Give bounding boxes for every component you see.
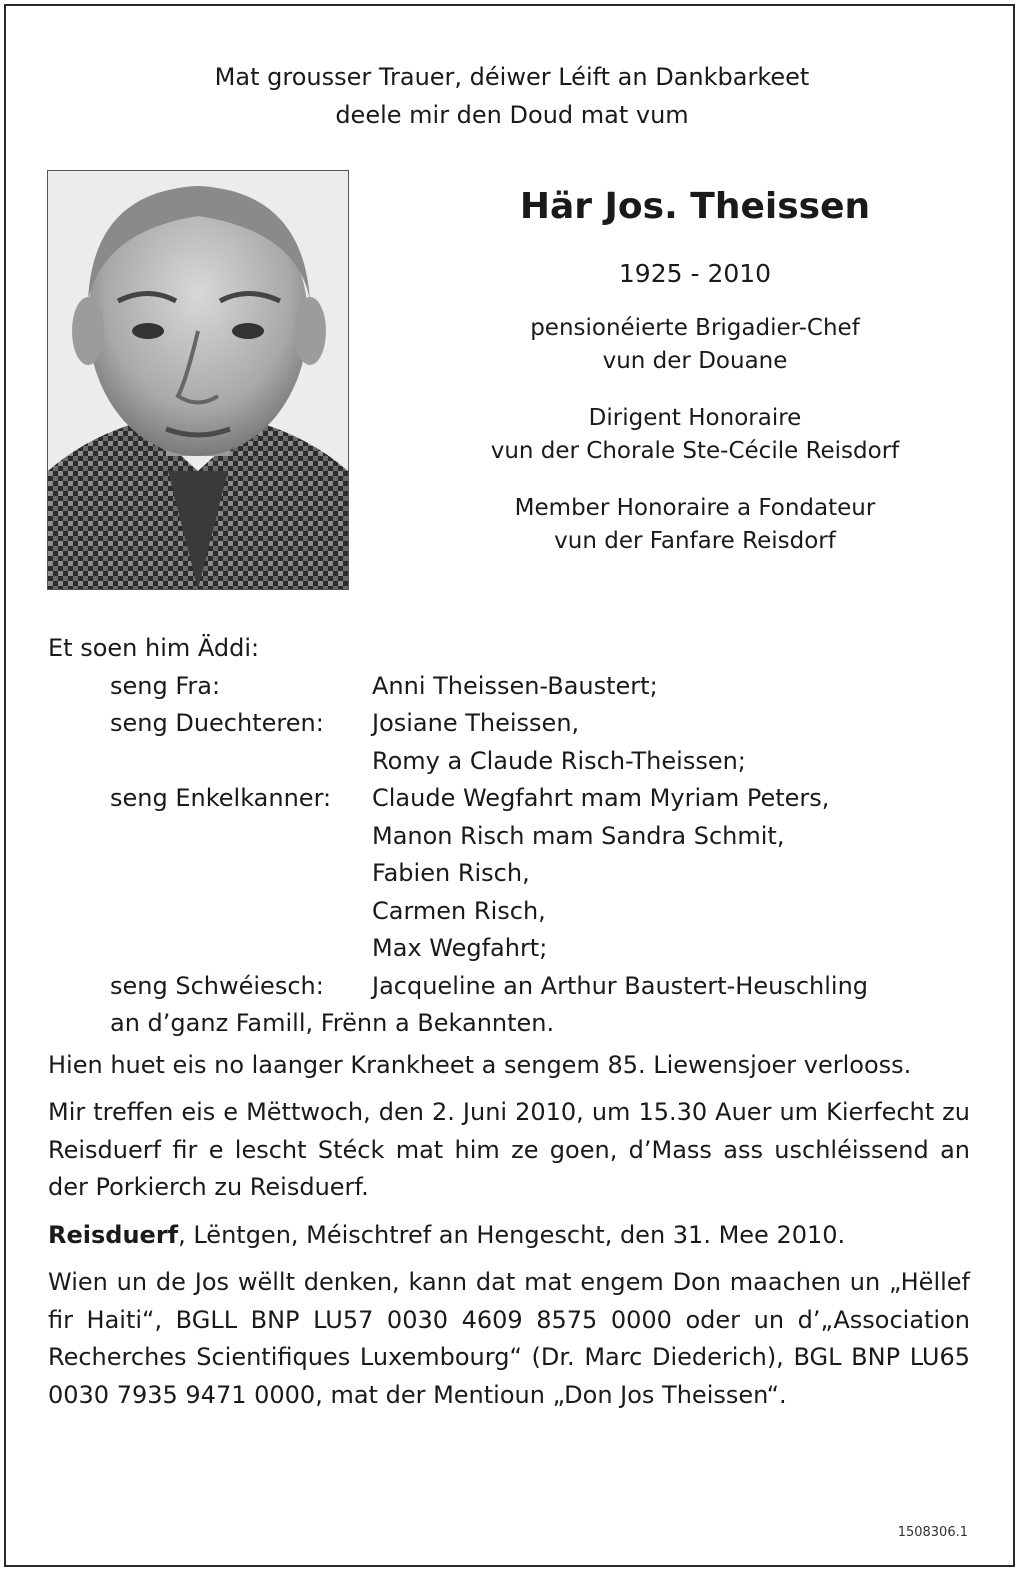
relation-names xyxy=(372,968,970,1006)
relative-name: Carmen Risch, xyxy=(372,896,546,925)
relation-label: seng Schwéiesch: xyxy=(110,971,324,1000)
place-date-line xyxy=(48,1217,970,1255)
reference-number: 1508306.1 xyxy=(897,1525,968,1540)
survivors-closing: an d’ganz Famill, Frënn a Bekannten. xyxy=(110,1009,555,1037)
relation-names xyxy=(372,705,970,780)
role-line: vun der Chorale Ste-Cécile Reisdorf xyxy=(490,438,900,464)
place-date-rest: , Lëntgen, Méischtref an Hengescht, den 31. Mee 2010. xyxy=(178,1220,846,1249)
relation-names xyxy=(372,780,970,968)
life-years: 1925 - 2010 xyxy=(618,259,772,288)
deceased-name: Här Jos. Theissen xyxy=(519,186,871,227)
intro-line-1: Mat grousser Trauer, déiwer Léift an Dankbarkeet xyxy=(214,63,810,91)
relative-name: Claude Wegfahrt mam Myriam Peters, xyxy=(372,784,830,812)
relation-label: seng Fra: xyxy=(110,671,221,700)
relative-name: Jacqueline an Arthur Baustert-Heuschling xyxy=(372,971,869,1000)
relation-row xyxy=(48,968,970,1006)
relation-row xyxy=(48,705,970,780)
portrait-photo xyxy=(47,170,349,590)
role-line: vun der Douane xyxy=(602,348,788,374)
relative-name: Josiane Theissen, xyxy=(372,709,580,737)
relative-name: Manon Risch mam Sandra Schmit, xyxy=(372,821,785,850)
funeral-paragraph: Mir treffen eis e Mëttwoch, den 2. Juni 2010, um 15.30 Auer um Kierfecht zu Reisduerf fir e lescht Stéck mat him ze goen, d’Mass ass uschléissend an der Porkierch zu Reisduerf. xyxy=(48,1098,970,1201)
role-2 xyxy=(430,402,960,468)
role-3 xyxy=(430,492,960,558)
notice-body xyxy=(48,630,970,1414)
relative-name: Romy a Claude Risch-Theissen; xyxy=(372,746,746,775)
relation-row xyxy=(48,668,970,706)
donation-paragraph: Wien un de Jos wëllt denken, kann dat mat engem Don maachen un „Hëllef fir Haiti“, BGLL BNP LU57 0030 4609 8575 0000 oder un d’„Association Recherches Scientifiques Luxembourg“ (Dr. Marc Diederich), BGL BNP LU65 0030 7935 9471 0000, mat der Mentioun „Don Jos Theissen“. xyxy=(48,1268,970,1409)
intro-text xyxy=(0,58,1024,134)
role-1 xyxy=(430,312,960,378)
relative-name: Anni Theissen-Baustert; xyxy=(372,671,658,700)
survivors-heading: Et soen him Äddi: xyxy=(48,634,260,662)
role-line: Member Honoraire a Fondateur xyxy=(514,495,876,521)
role-line: Dirigent Honoraire xyxy=(588,405,802,431)
deceased-info xyxy=(430,180,960,558)
role-line: pensionéierte Brigadier-Chef xyxy=(530,315,860,341)
relative-name: Fabien Risch, xyxy=(372,859,530,887)
relation-label: seng Enkelkanner: xyxy=(110,784,332,812)
relation-row xyxy=(48,780,970,968)
death-paragraph: Hien huet eis no laanger Krankheet a sengem 85. Liewensjoer verlooss. xyxy=(48,1050,912,1079)
relation-names xyxy=(372,668,970,706)
role-line: vun der Fanfare Reisdorf xyxy=(554,528,836,554)
relation-label: seng Duechteren: xyxy=(110,709,324,737)
relative-name: Max Wegfahrt; xyxy=(372,934,548,962)
intro-line-2: deele mir den Doud mat vum xyxy=(335,101,689,129)
place-name: Reisduerf xyxy=(48,1220,179,1249)
